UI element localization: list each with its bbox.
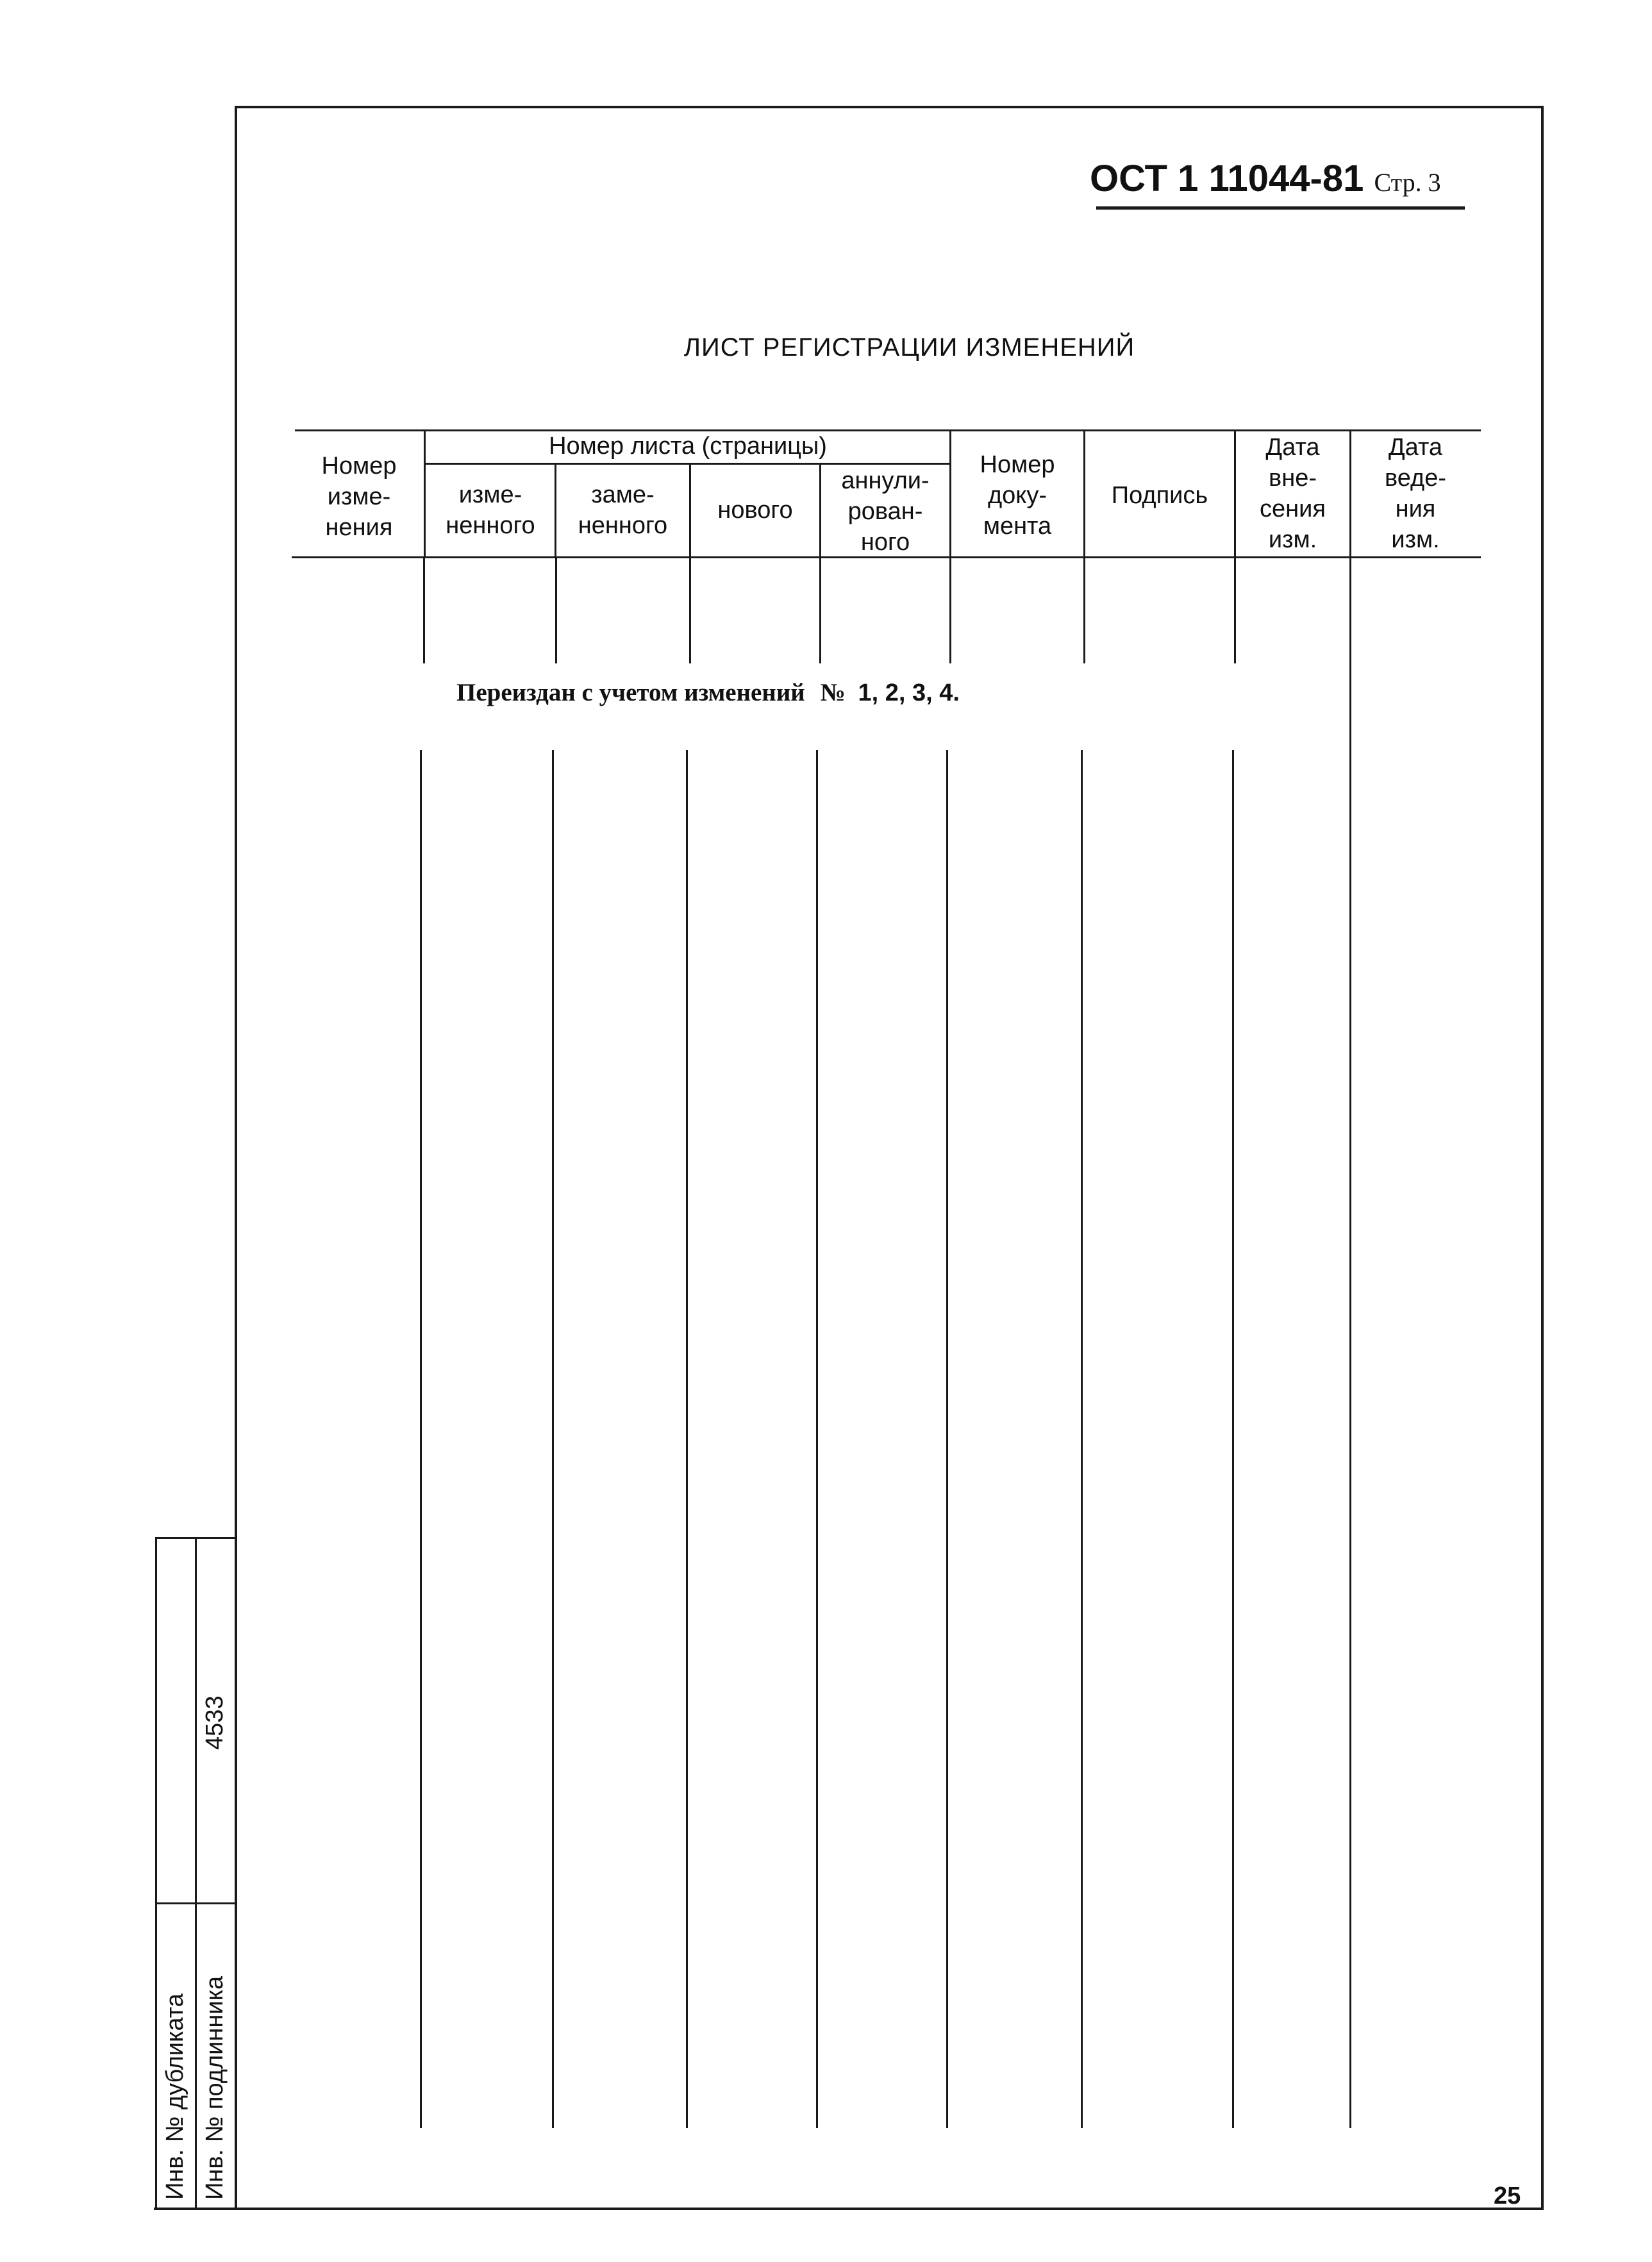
doc-code-underline <box>1096 206 1465 210</box>
body-vline <box>423 558 425 663</box>
body-vline <box>1232 750 1234 2128</box>
body-vline <box>555 558 557 663</box>
body-vline <box>949 558 951 663</box>
group-header-text: Номер листа (страницы) <box>549 433 827 460</box>
body-vline <box>1234 558 1236 663</box>
col-header-annulled <box>821 465 949 558</box>
body-vline <box>819 558 821 663</box>
page-title: ЛИСТ РЕГИСТРАЦИИ ИЗМЕНЕНИЙ <box>683 333 1135 362</box>
change-numbers: 1, 2, 3, 4. <box>858 679 960 706</box>
col-header-change-number <box>295 442 423 551</box>
page-number: 25 <box>1494 2183 1521 2209</box>
body-vline <box>946 750 948 2128</box>
stamp-original-value: 4533 <box>201 1695 228 1750</box>
col-header-text: Дата веде- ния изм. <box>1384 434 1447 553</box>
col-header-text: Подпись <box>1111 481 1208 509</box>
stamp-left-line <box>155 1537 157 2210</box>
col-header-text: нового <box>717 497 793 524</box>
frame-right <box>1541 106 1544 2209</box>
col-header-intro-date <box>1351 431 1480 556</box>
body-vline <box>1081 750 1083 2128</box>
body-vline <box>1083 558 1085 663</box>
col-header-signature <box>1085 436 1234 554</box>
group-header-sheet-number <box>425 428 951 464</box>
col-header-new <box>691 465 819 555</box>
col-header-document-number <box>951 436 1083 554</box>
number-sign: № <box>820 679 846 706</box>
col-header-replaced <box>556 465 689 555</box>
reissue-note-text: Переиздан с учетом изменений <box>456 679 805 706</box>
frame-left <box>235 106 237 2209</box>
reissue-note <box>456 678 960 707</box>
body-vline <box>1349 558 1351 2128</box>
col-header-text: Номер изме- нения <box>321 453 397 541</box>
body-vline <box>420 750 422 2128</box>
stamp-col-line <box>195 1537 197 2210</box>
body-vline <box>552 750 554 2128</box>
col-header-text: заме- ненного <box>578 481 668 539</box>
col-header-text: Номер доку- мента <box>980 451 1055 540</box>
body-vline <box>816 750 818 2128</box>
frame-top <box>236 106 1544 108</box>
body-vline <box>689 558 691 663</box>
col-header-text: Дата вне- сения изм. <box>1260 434 1326 553</box>
stamp-label-original: Инв. № подлинника <box>201 1975 228 2200</box>
col-header-changed <box>426 465 555 555</box>
col-header-entry-date <box>1236 431 1349 556</box>
col-header-text: изме- ненного <box>446 481 535 539</box>
frame-bottom <box>154 2208 1544 2210</box>
stamp-label-duplicate: Инв. № дубликата <box>162 1993 188 2200</box>
page-ref: Стр. 3 <box>1374 168 1441 197</box>
doc-code-text: ОСТ 1 11044-81 <box>1090 158 1364 199</box>
doc-code <box>1090 157 1441 200</box>
col-header-text: аннули- рован- ного <box>841 467 930 556</box>
body-vline <box>686 750 688 2128</box>
